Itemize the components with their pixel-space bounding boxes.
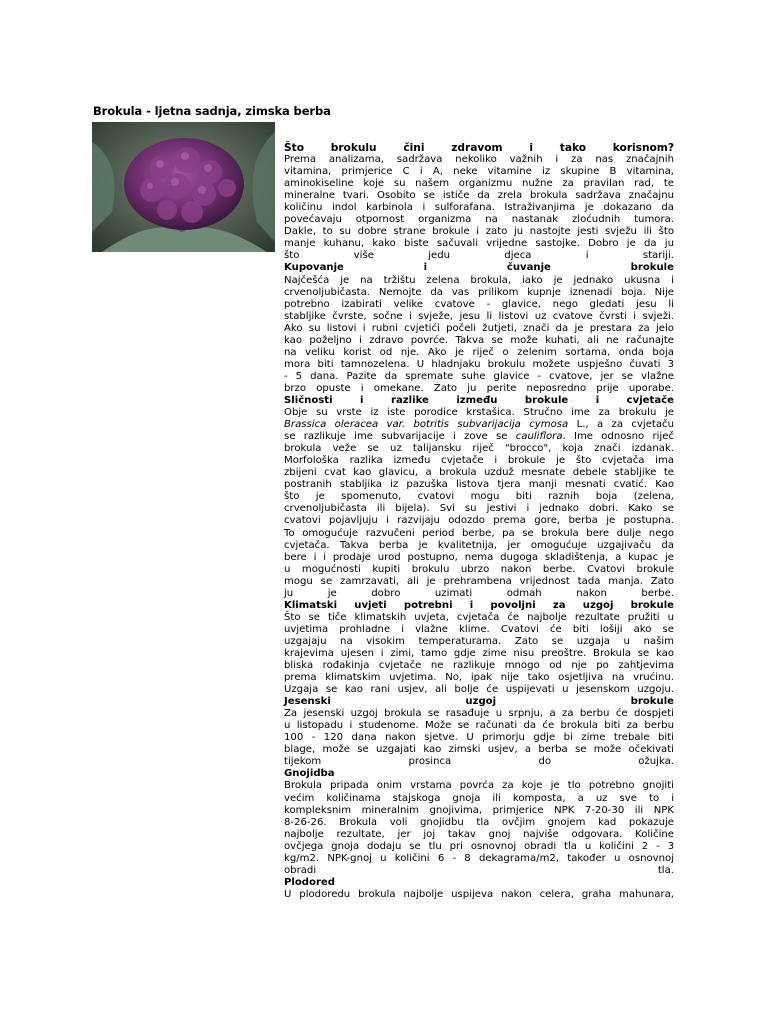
section-heading: Što brokulu čini zdravom i tako korisnom? — [284, 142, 674, 154]
body-text-line: vitamina, primjerice C i A, neke vitamine iz skupine B vitamina, — [284, 166, 674, 178]
article-body — [284, 142, 674, 901]
body-text-line: mineralne tvari. Osobito se ističe da zrela brokula sadržava značajnu — [284, 190, 674, 202]
body-text-line: ovčjega gnoja dodaju se tlu pri osnovnoj obradi tla u količini 2 - 3 — [284, 840, 674, 852]
body-text-line: U plodoredu brokula najbolje uspijeva nakon celera, graha mahunara, — [284, 888, 674, 900]
body-text-line: uvjetima prohladne i vlažne klime. Cvatovi će biti lošiji ako se — [284, 623, 674, 635]
body-text-line: tijekom prosinca do ožujka. — [284, 756, 674, 768]
body-text-line: kg/m2. NPK-gnoj u količini 6 - 8 dekagrama/m2, također u osnovnoj — [284, 852, 674, 864]
body-text-line: uzgajaju na visokim temperaturama. Zato se uzgaja u našim — [284, 635, 674, 647]
body-text-line: bere i i prodaje urod postupno, nema dugoga skladištenja, a kupac je — [284, 551, 674, 563]
article-title: Brokula - ljetna sadnja, zimska berba — [93, 104, 331, 118]
body-text-line: Prema analizama, sadržava nekoliko važnih i za nas značajnih — [284, 154, 674, 166]
body-text-line: stabljike čvrste, sočne i svježe, jesu li listovi uz cvatove čvrsti i svježi. — [284, 310, 674, 322]
section-heading: Plodored — [284, 876, 336, 888]
body-text-line: obradi tla. — [284, 864, 674, 876]
section-heading: Gnojidba — [284, 768, 335, 780]
body-text-line: Što se tiče klimatskih uvjeta, cvjetača će najbolje rezultate pružiti u — [284, 611, 674, 623]
body-text-line: kao poželjno i zdravo povrće. Takva se može kuhati, ali ne računajte — [284, 334, 674, 346]
body-text-line: ju je dobro uzimati odmah nakon berbe. — [284, 587, 674, 599]
body-text-line: većim količinama stajskoga gnoja ili komposta, a uz sve to i — [284, 792, 674, 804]
section-heading: Sličnosti i razlike između brokule i cvjetače — [284, 394, 674, 406]
body-text-line: Uzgaja se kao rani usjev, ali bolje će uspijevati u jesenskom uzgoju. — [284, 684, 674, 696]
body-text-line: mora biti tamnozelena. U hladnjaku brokulu možete uspješno čuvati 3 — [284, 358, 674, 370]
body-text-line: krajevima ujesen i zimi, tamo gdje zime nisu preoštre. Brokula se kao — [284, 647, 674, 659]
body-text-line: cvatovi pojavljuju i razvijaju odozdo prema gore, berba je postupna. — [284, 515, 674, 527]
body-text-line: Obje su vrste iz iste porodice krstašica. Stručno ime za brokulu je — [284, 407, 674, 419]
body-text-line: Najčešća je na tržištu zelena brokula, iako je jednako ukusna i — [284, 274, 674, 286]
body-text-line: Brassica oleracea var. botritis subvarijacija cymosa L., a za cvjetaču — [284, 419, 674, 431]
body-text-line: povećavaju otpornost organizma na nastanak zloćudnih tumora. — [284, 214, 674, 226]
body-text-line: crvenoljubičasta ili bijela). Svi su jestivi i jednako dobri. Kako se — [284, 503, 674, 515]
body-text-line: najbolje rezultate, jer joj takav gnoj najviše odgovara. Količine — [284, 828, 674, 840]
section-heading: Klimatski uvjeti potrebni i povoljni za uzgoj brokule — [284, 599, 674, 611]
body-text-line: količinu indol karbinola i sulforafana. Istraživanjima je dokazano da — [284, 202, 674, 214]
body-text-line: prema klimatskim uvjetima. No, ipak nije tako osjetljiva na vrućinu. — [284, 672, 674, 684]
body-text-line: što je spomenuto, cvatovi mogu biti raznih boja (zelena, — [284, 491, 674, 503]
body-text-line: manje kuhanu, kako biste sačuvali vrijedne sastojke. Dobro je da ju — [284, 238, 674, 250]
body-text-line: - 5 dana. Pazite da spremate suhe glavice - cvatove, jer se vlažne — [284, 370, 674, 382]
body-text-line: brokula veže se uz talijansku riječ "brocco", koja znači izdanak. — [284, 443, 674, 455]
body-text-line: aminokiseline koje su našem organizmu nužne za pravilan rad, te — [284, 178, 674, 190]
body-text-line: na veliku korist od nje. Ako je riječ o zelenim sortama, onda boja — [284, 346, 674, 358]
purple-broccoli-photo — [92, 122, 275, 252]
body-text-line: se razlikuje ime subvarijacije i zove se cauliflora. Ime odnosno riječ — [284, 431, 675, 443]
body-text-line: u mogućnosti kupiti brokulu ubrzo nakon berbe. Cvatovi brokule — [284, 563, 674, 575]
body-text-line: Ako su listovi i rubni cvjetići počeli žutjeti, znači da je prestara za jelo — [284, 322, 674, 334]
body-text-line: blage, može se uzgajati kao zimski usjev, a berba se može očekivati — [284, 744, 674, 756]
body-text-line: cvjetača. Takva berba je kvalitetnija, jer omogućuje uzgajivaču da — [284, 539, 674, 551]
body-text-line: Dakle, to su dobre strane brokule i zato ju nastojte jesti svježu ili što — [284, 226, 674, 238]
body-text-line: Brokula pripada onim vrstama povrća za koje je tlo potrebno gnojiti — [284, 780, 674, 792]
body-text-line: što više jedu djeca i stariji. — [284, 250, 674, 262]
body-text-line: zbijeni cvat kao glavicu, a brokula uzduž mesnate debele stabljike te — [284, 467, 674, 479]
body-text-line: crvenoljubičasta. Nemojte da vas prilikom kupnje iznenadi boja. Nije — [284, 286, 674, 298]
body-text-line: mogu se zamrzavati, ali je prehrambena vrijednost tada manja. Zato — [284, 575, 674, 587]
body-text-line: bliska rođakinja cvjetače ne razlikuje mnogo od nje po zahtjevima — [284, 660, 674, 672]
body-text-line: postranih stabljika iz pazuška listova tjera manji mesnati cvatić. Kao — [284, 479, 674, 491]
body-text-line: kompleksnim mineralnim gnojivima, primjerice NPK 7-20-30 ili NPK — [284, 804, 674, 816]
body-text-line: brzo opuste i omekane. Zato ju perite neposredno prije uporabe. — [284, 382, 674, 394]
body-text-line: Za jesenski uzgoj brokula se rasađuje u srpnju, a za berbu će dospjeti — [284, 708, 674, 720]
body-text-line: To omogućuje razvučeni period berbe, pa se brokula bere dulje nego — [284, 527, 674, 539]
body-text-line: 100 - 120 dana nakon sjetve. U primorju gdje bi zime trebale biti — [284, 732, 674, 744]
body-text-line: potrebno izabirati velike cvatove - glavice, nego gledati jesu li — [284, 298, 674, 310]
section-heading: Jesenski uzgoj brokule — [284, 696, 674, 708]
body-text-line: Morfološka razlika između cvjetače i brokule je što cvjetača ima — [284, 455, 674, 467]
section-heading: Kupovanje i čuvanje brokule — [284, 262, 674, 274]
body-text-line: 8-26-26. Brokula voli gnojidbu tla ovčjim gnojem kad pokazuje — [284, 816, 674, 828]
body-text-line: u listopadu i studenome. Može se računati da će brokula biti za berbu — [284, 720, 674, 732]
